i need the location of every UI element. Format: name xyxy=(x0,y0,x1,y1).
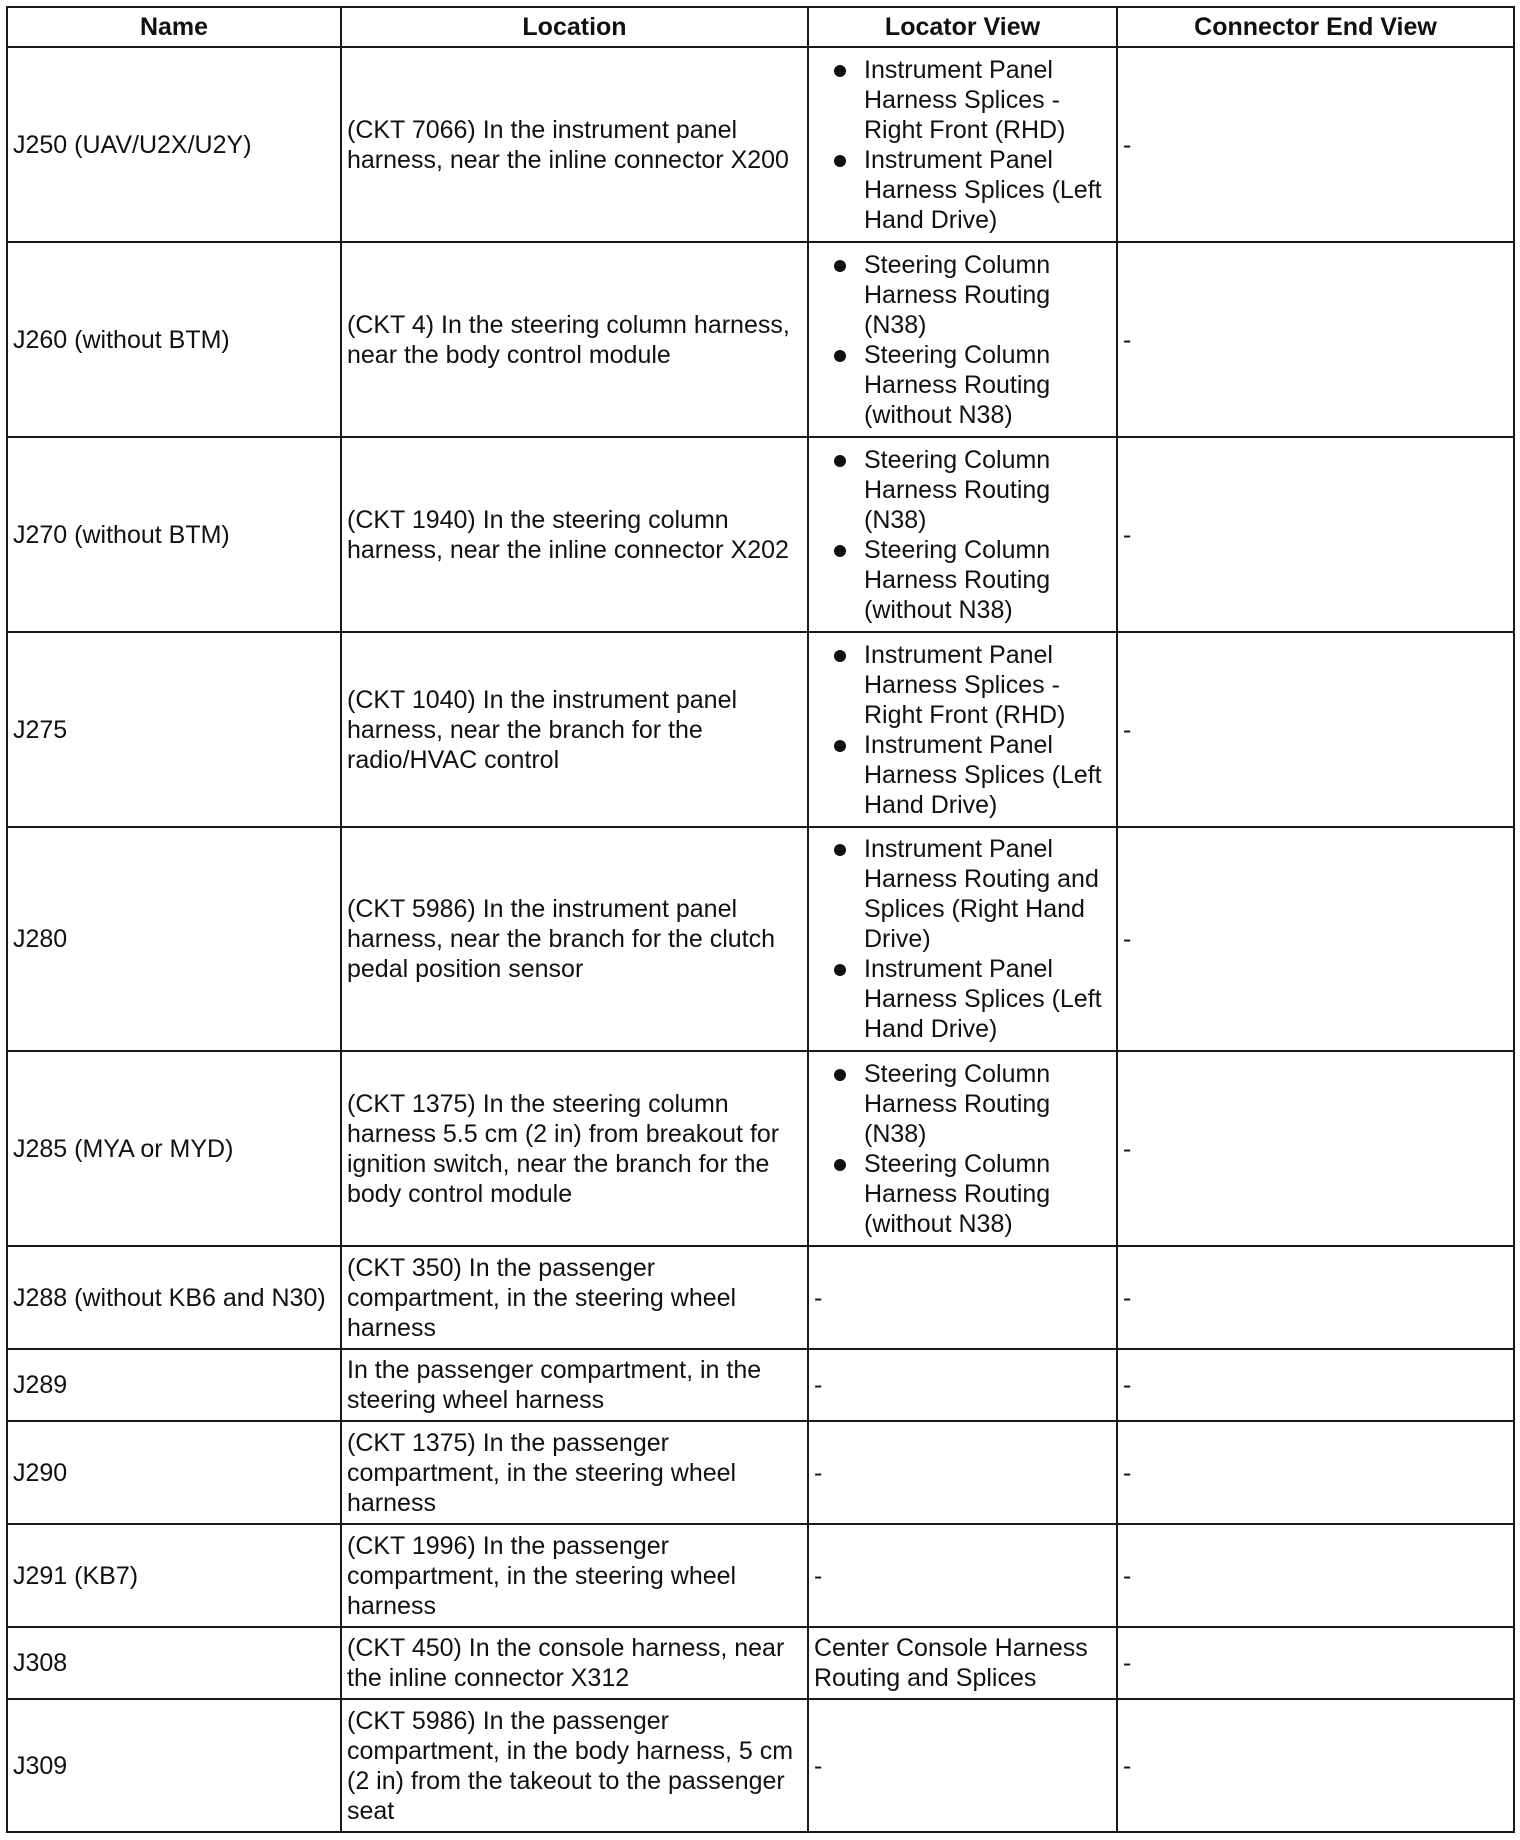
cell-name: J289 xyxy=(7,1349,341,1421)
locator-view-link[interactable]: Instrument Panel Harness Splices (Left Hand Drive) xyxy=(814,145,1111,235)
cell-locator-view: - xyxy=(808,1421,1117,1524)
locator-view-link[interactable]: Steering Column Harness Routing (without N38) xyxy=(814,340,1111,430)
cell-connector-end-view: - xyxy=(1117,1627,1514,1699)
cell-locator-view: - xyxy=(808,1699,1117,1832)
cell-name: J288 (without KB6 and N30) xyxy=(7,1246,341,1349)
locator-view-list xyxy=(814,250,1111,430)
locator-view-link[interactable]: Instrument Panel Harness Splices - Right Front (RHD) xyxy=(814,55,1111,145)
locator-view-list xyxy=(814,640,1111,820)
cell-connector-end-view: - xyxy=(1117,827,1514,1051)
table-container xyxy=(6,6,1513,1833)
cell-connector-end-view: - xyxy=(1117,632,1514,827)
locator-view-link[interactable]: Steering Column Harness Routing (N38) xyxy=(814,250,1111,340)
header-row xyxy=(7,7,1514,47)
cell-location: (CKT 7066) In the instrument panel harness, near the inline connector X200 xyxy=(341,47,808,242)
cell-locator-view: - xyxy=(808,1349,1117,1421)
cell-locator-view xyxy=(808,1051,1117,1246)
header-connector-end-view: Connector End View xyxy=(1117,7,1514,47)
cell-locator-view xyxy=(808,437,1117,632)
table-row xyxy=(7,1051,1514,1246)
cell-locator-view: - xyxy=(808,1524,1117,1627)
cell-name: J309 xyxy=(7,1699,341,1832)
cell-location: (CKT 5986) In the passenger compartment, in the body harness, 5 cm (2 in) from the takeout to the passenger seat xyxy=(341,1699,808,1832)
table-row xyxy=(7,47,1514,242)
cell-connector-end-view: - xyxy=(1117,437,1514,632)
cell-name: J250 (UAV/U2X/U2Y) xyxy=(7,47,341,242)
cell-name: J270 (without BTM) xyxy=(7,437,341,632)
header-name: Name xyxy=(7,7,341,47)
table-row xyxy=(7,1246,1514,1349)
locator-view-link[interactable]: Steering Column Harness Routing (N38) xyxy=(814,1059,1111,1149)
cell-name: J291 (KB7) xyxy=(7,1524,341,1627)
cell-connector-end-view: - xyxy=(1117,1246,1514,1349)
cell-name: J308 xyxy=(7,1627,341,1699)
locator-view-link[interactable]: Instrument Panel Harness Routing and Splices (Right Hand Drive) xyxy=(814,834,1111,954)
table-row xyxy=(7,1699,1514,1832)
cell-location: (CKT 450) In the console harness, near the inline connector X312 xyxy=(341,1627,808,1699)
cell-location: In the passenger compartment, in the steering wheel harness xyxy=(341,1349,808,1421)
cell-name: J275 xyxy=(7,632,341,827)
table-row xyxy=(7,1421,1514,1524)
locator-view-link[interactable]: Steering Column Harness Routing (without N38) xyxy=(814,1149,1111,1239)
table-row xyxy=(7,1627,1514,1699)
table-row xyxy=(7,827,1514,1051)
cell-connector-end-view: - xyxy=(1117,1524,1514,1627)
cell-locator-view xyxy=(808,632,1117,827)
cell-location: (CKT 5986) In the instrument panel harness, near the branch for the clutch pedal position sensor xyxy=(341,827,808,1051)
cell-name: J290 xyxy=(7,1421,341,1524)
header-locator-view: Locator View xyxy=(808,7,1117,47)
splice-table xyxy=(6,6,1515,1833)
cell-connector-end-view: - xyxy=(1117,1699,1514,1832)
cell-locator-view xyxy=(808,47,1117,242)
header-location: Location xyxy=(341,7,808,47)
cell-connector-end-view: - xyxy=(1117,47,1514,242)
table-body xyxy=(7,47,1514,1832)
cell-connector-end-view: - xyxy=(1117,1421,1514,1524)
cell-location: (CKT 1040) In the instrument panel harness, near the branch for the radio/HVAC control xyxy=(341,632,808,827)
table-row xyxy=(7,1524,1514,1627)
locator-view-link[interactable]: Instrument Panel Harness Splices (Left Hand Drive) xyxy=(814,730,1111,820)
table-row xyxy=(7,242,1514,437)
cell-locator-view[interactable]: Center Console Harness Routing and Splices xyxy=(808,1627,1117,1699)
locator-view-list xyxy=(814,1059,1111,1239)
locator-view-link[interactable]: Instrument Panel Harness Splices - Right Front (RHD) xyxy=(814,640,1111,730)
cell-locator-view: - xyxy=(808,1246,1117,1349)
cell-connector-end-view: - xyxy=(1117,1349,1514,1421)
locator-view-link[interactable]: Steering Column Harness Routing (without N38) xyxy=(814,535,1111,625)
locator-view-list xyxy=(814,445,1111,625)
cell-location: (CKT 1375) In the steering column harness 5.5 cm (2 in) from breakout for ignition switch, near the branch for the body control module xyxy=(341,1051,808,1246)
table-row xyxy=(7,1349,1514,1421)
locator-view-list xyxy=(814,55,1111,235)
table-row xyxy=(7,437,1514,632)
cell-name: J260 (without BTM) xyxy=(7,242,341,437)
locator-view-link[interactable]: Instrument Panel Harness Splices (Left Hand Drive) xyxy=(814,954,1111,1044)
cell-location: (CKT 1940) In the steering column harness, near the inline connector X202 xyxy=(341,437,808,632)
cell-connector-end-view: - xyxy=(1117,1051,1514,1246)
cell-location: (CKT 350) In the passenger compartment, in the steering wheel harness xyxy=(341,1246,808,1349)
cell-name: J285 (MYA or MYD) xyxy=(7,1051,341,1246)
locator-view-list xyxy=(814,834,1111,1044)
locator-view-link[interactable]: Steering Column Harness Routing (N38) xyxy=(814,445,1111,535)
cell-locator-view xyxy=(808,242,1117,437)
cell-location: (CKT 4) In the steering column harness, near the body control module xyxy=(341,242,808,437)
cell-locator-view xyxy=(808,827,1117,1051)
cell-location: (CKT 1375) In the passenger compartment, in the steering wheel harness xyxy=(341,1421,808,1524)
cell-location: (CKT 1996) In the passenger compartment, in the steering wheel harness xyxy=(341,1524,808,1627)
table-row xyxy=(7,632,1514,827)
cell-name: J280 xyxy=(7,827,341,1051)
cell-connector-end-view: - xyxy=(1117,242,1514,437)
